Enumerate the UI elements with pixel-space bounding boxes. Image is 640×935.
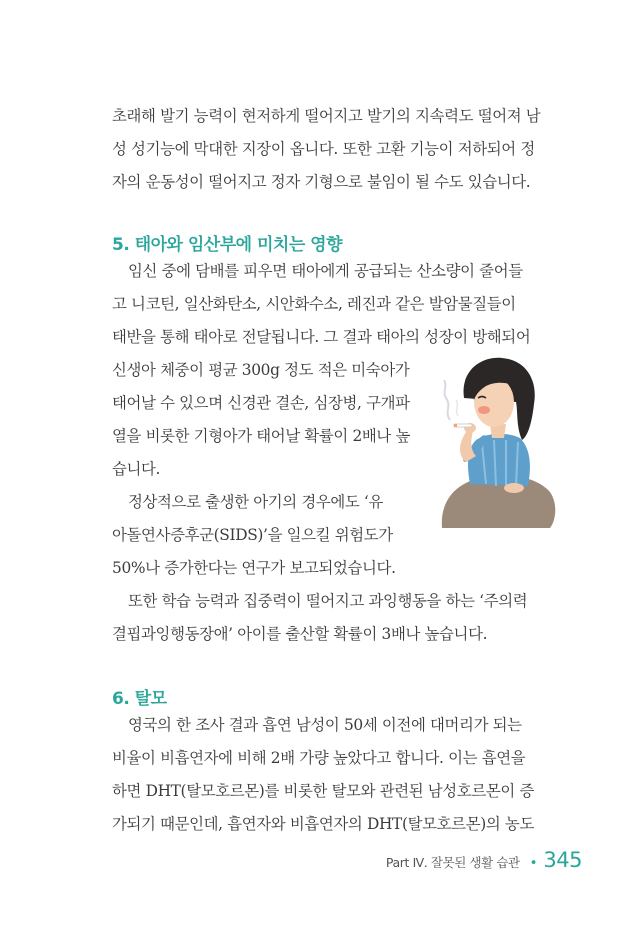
body-line: 태반을 통해 태아로 전달됩니다. 그 결과 태아의 성장이 방해되어: [112, 328, 531, 346]
body-line: 영국의 한 조사 결과 흡연 남성이 50세 이전에 대머리가 되는: [128, 716, 522, 734]
body-line: 초래해 발기 능력이 현저하게 떨어지고 발기의 지속력도 떨어져 남: [112, 107, 541, 125]
body-line: 임신 중에 담배를 피우면 태아에게 공급되는 산소량이 줄어들: [128, 262, 523, 280]
body-line: 50%나 증가한다는 연구가 보고되었습니다.: [112, 559, 396, 577]
body-line: 또한 학습 능력과 집중력이 떨어지고 과잉행동을 하는 ‘주의력: [128, 592, 528, 610]
body-line: 아돌연사증후군(SIDS)’을 일으킬 위험도가: [112, 526, 393, 544]
smoking-woman-illustration: [436, 352, 558, 530]
body-line: 가되기 때문인데, 흡연자와 비흡연자의 DHT(탈모호르몬)의 농도: [112, 815, 534, 833]
body-line: 열을 비롯한 기형아가 태어날 확률이 2배나 높: [112, 427, 411, 445]
body-line: 습니다.: [112, 460, 161, 478]
page-number: 345: [543, 848, 582, 872]
part-label: Part Ⅳ. 잘못된 생활 습관: [385, 855, 520, 870]
body-line: 하면 DHT(탈모호르몬)를 비롯한 탈모와 관련된 남성호르몬이 증: [112, 782, 534, 800]
page-footer: [386, 848, 582, 872]
body-line: 비율이 비흡연자에 비해 2배 가량 높았다고 합니다. 이는 흡연을: [112, 749, 526, 767]
body-line: 고 니코틴, 일산화탄소, 시안화수소, 레진과 같은 발암물질들이: [112, 295, 516, 313]
bullet-icon: •: [529, 856, 538, 871]
body-line: 결핍과잉행동장애’ 아이를 출산할 확률이 3배나 높습니다.: [112, 625, 488, 643]
body-line: 태어날 수 있으며 신경관 결손, 심장병, 구개파: [112, 394, 410, 412]
body-line: 정상적으로 출생한 아기의 경우에도 ‘유: [128, 493, 383, 511]
section-6-heading: 6. 탈모: [112, 689, 167, 709]
section-5-heading: 5. 태아와 임산부에 미치는 영향: [112, 235, 343, 255]
body-line: 신생아 체중이 평균 300g 정도 적은 미숙아가: [112, 361, 410, 379]
body-line: 성 성기능에 막대한 지장이 옵니다. 또한 고환 기능이 저하되어 정: [112, 140, 535, 158]
body-line: 자의 운동성이 떨어지고 정자 기형으로 불임이 될 수도 있습니다.: [112, 173, 531, 191]
